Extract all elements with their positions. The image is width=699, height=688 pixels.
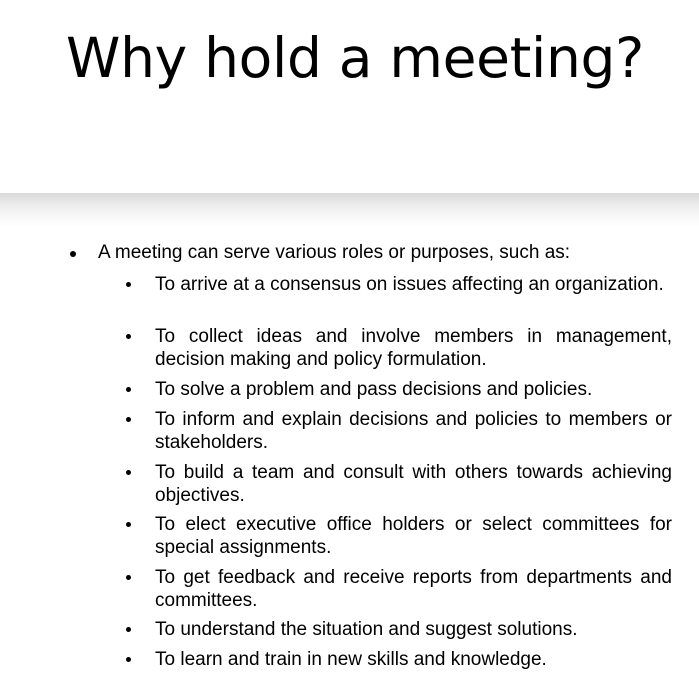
bullet-dot-icon	[126, 334, 131, 339]
bullet-dot-icon	[70, 251, 76, 257]
sub-bullet-text: To build a team and consult with others towards achieving objectives.	[155, 462, 672, 506]
bullet-dot-icon	[126, 575, 131, 580]
main-bullet-text: A meeting can serve various roles or purposes, such as:	[98, 242, 571, 263]
bullet-dot-icon	[126, 387, 131, 392]
sub-bullet-text: To solve a problem and pass decisions and policies.	[155, 379, 593, 400]
bullet-dot-icon	[126, 282, 131, 287]
sub-bullet-text: To inform and explain decisions and policies to members or stakeholders.	[155, 409, 672, 453]
sub-bullet-text: To get feedback and receive reports from departments and committees.	[155, 567, 672, 611]
bullet-dot-icon	[126, 522, 131, 527]
sub-bullet-text: To understand the situation and suggest solutions.	[155, 619, 578, 640]
sub-bullet-text: To arrive at a consensus on issues affecting an organization.	[155, 274, 664, 295]
bullet-dot-icon	[126, 627, 131, 632]
title-area	[0, 0, 699, 195]
sub-bullet-text: To learn and train in new skills and knowledge.	[155, 649, 547, 670]
sub-bullet-text: To elect executive office holders or select committees for special assignments.	[155, 514, 672, 558]
bullet-dot-icon	[126, 470, 131, 475]
title-divider	[0, 193, 699, 227]
slide-title: Why hold a meeting?	[66, 26, 645, 90]
sub-bullet-text: To collect ideas and involve members in management, decision making and policy formulation.	[155, 326, 672, 370]
bullet-dot-icon	[126, 657, 131, 662]
bullet-dot-icon	[126, 417, 131, 422]
